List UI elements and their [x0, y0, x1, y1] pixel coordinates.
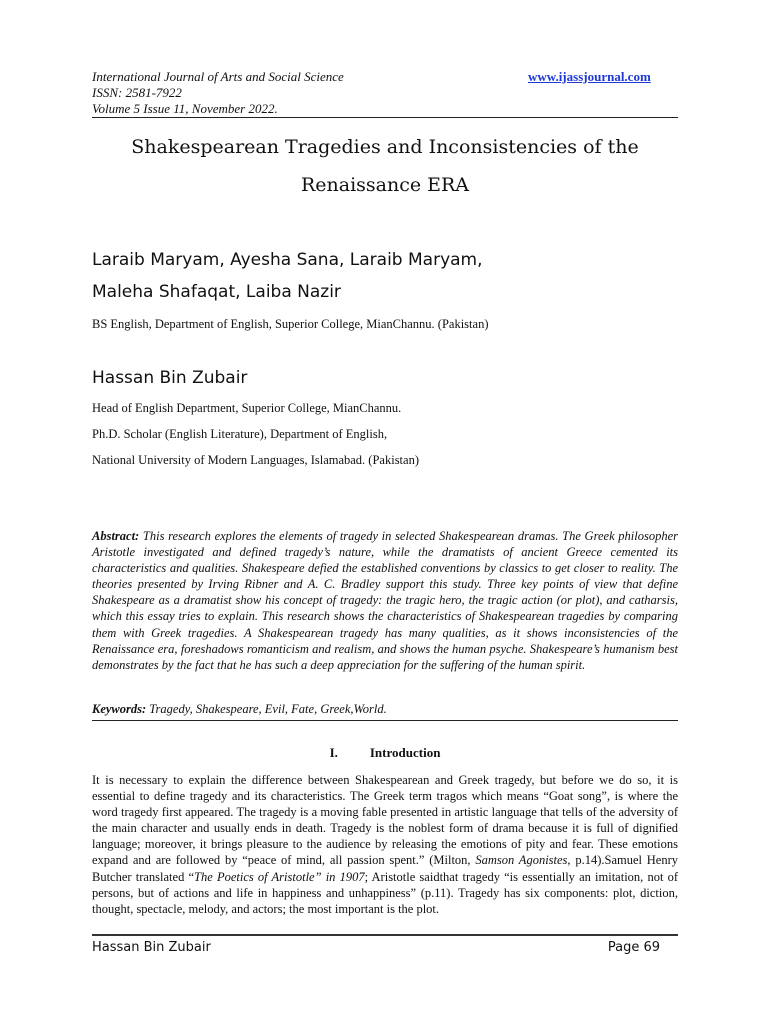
footer-author: Hassan Bin Zubair: [92, 940, 211, 955]
section-number: I.: [329, 745, 338, 760]
journal-name: International Journal of Arts and Social Science: [92, 69, 344, 84]
citation-samson-agonistes: Samson Agonistes: [475, 853, 568, 868]
abstract: [92, 528, 678, 673]
title-line-1: Shakespearean Tragedies and Inconsistencies of the: [131, 136, 639, 158]
journal-volume: Volume 5 Issue 11, November 2022.: [92, 101, 278, 116]
body-text-part-1: It is necessary to explain the difference between Shakespearean and Greek tragedy, but before we do so, it is essential to define tragedy and its characteristics. The Greek term tragos which means “Goat song”, is where the word tragedy first appeared. The tragedy is a moving fable presented in artistic language that tells of the adversity of the main character and usually ends in death. Tragedy is the noblest form of drama because it is full of dignified language; moreover, it brings pleasure to the audience by releasing the emotions of pity and fear. These emotions expand and are followed by “peace of mind, all passion spent.” (Milton,: [92, 773, 678, 868]
journal-issn: ISSN: 2581-7922: [92, 85, 182, 100]
introduction-paragraph: [92, 772, 678, 917]
keywords-rule: [92, 720, 678, 721]
abstract-label: Abstract:: [92, 529, 140, 543]
page-number: Page 69: [607, 940, 660, 955]
body-text-part-3: ; Aristotle saidthat tragedy “is essentially an imitation, not of persons, but of actions and life in happiness and unhappiness” (p.11). Tragedy has six components: plot, diction, thought, spectacle, melody, and actors; the most important is the plot.: [92, 869, 678, 916]
second-author-affiliation-3: National University of Modern Languages, Islamabad. (Pakistan): [92, 453, 419, 467]
section-heading: [92, 745, 678, 761]
body-text-part-2: , p.14).Samuel Henry Butcher translated “: [92, 853, 679, 884]
author-affiliation: BS English, Department of English, Superior College, MianChannu. (Pakistan): [92, 317, 489, 331]
keywords-label: Keywords:: [92, 702, 147, 716]
footer-rule: [92, 934, 678, 936]
journal-header: [92, 69, 678, 117]
second-author-name: Hassan Bin Zubair: [92, 368, 248, 388]
title-line-2: Renaissance ERA: [300, 174, 470, 196]
second-author-affiliation-2: Ph.D. Scholar (English Literature), Department of English,: [92, 427, 388, 441]
section-title: Introduction: [369, 745, 441, 760]
keywords: [92, 701, 678, 717]
citation-poetics: The Poetics of Aristotle” in 1907: [194, 869, 365, 884]
author-list-line-1: Laraib Maryam, Ayesha Sana, Laraib Maryam,: [92, 250, 483, 270]
abstract-text: This research explores the elements of tragedy in selected Shakespearean dramas. The Greek philosopher Aristotle investigated and defined tragedy’s nature, while the dramatists of ancient Greece cemented its characteristics and qualities. Shakespeare defied the established conventions by classics to get closer to reality. The theories presented by Irving Ribner and A. C. Bradley support this study. Three key points of view that define Shakespeare as a dramatist show his concept of tragedy: the tragic hero, the tragic action (or plot), and catharsis, which this essay tries to explain. This research shows the characteristics of Shakespearean tragedies by comparing them with Greek tragedies. A Shakespearean tragedy has many qualities, as it shows inconsistencies of the Renaissance era, foreshadows romanticism and realism, and shows the human psyche. Shakespeare’s humanism best demonstrates by the fact that he has such a deep appreciation for the suffering of the human spirit.: [92, 529, 679, 672]
author-list-line-2: Maleha Shafaqat, Laiba Nazir: [92, 282, 341, 302]
journal-url-link[interactable]: www.ijassjournal.com: [528, 69, 651, 84]
second-author-affiliation-1: Head of English Department, Superior College, MianChannu.: [92, 401, 402, 415]
keywords-text: Tragedy, Shakespeare, Evil, Fate, Greek,World.: [149, 702, 387, 716]
paper-title: [92, 128, 678, 204]
header-rule: [92, 117, 678, 118]
